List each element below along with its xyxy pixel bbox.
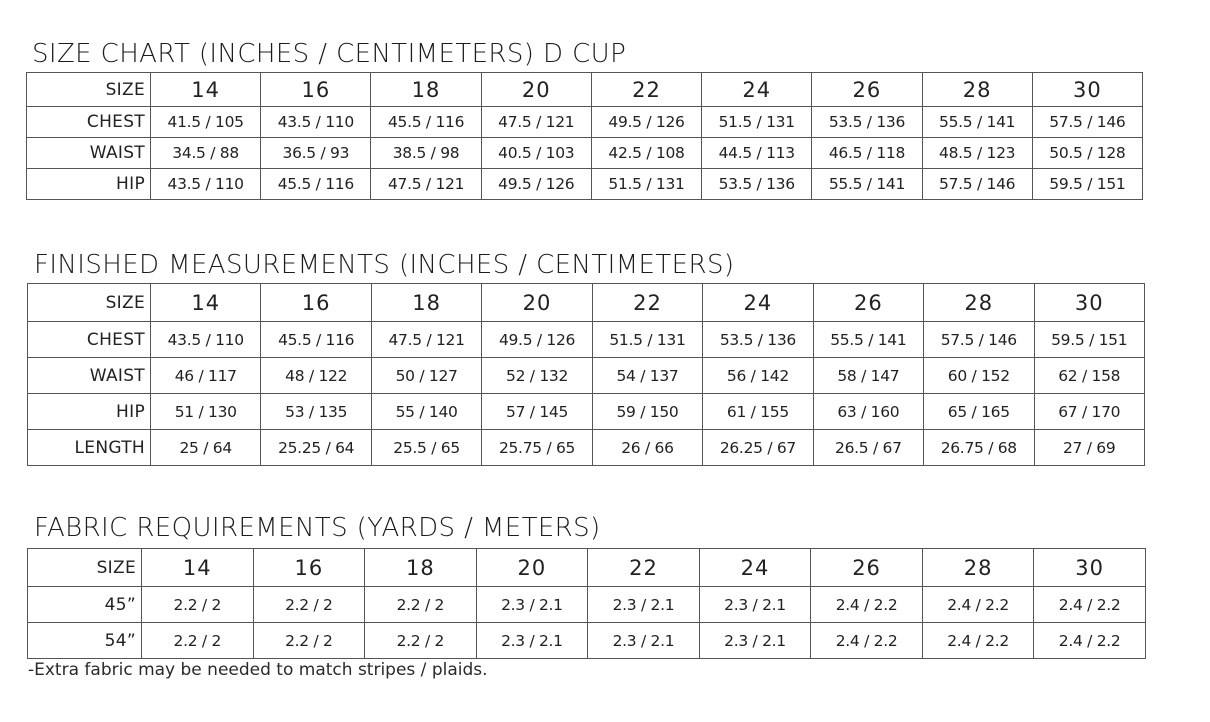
table-cell: 2.3 / 2.1 (476, 587, 588, 623)
table-cell: 56 / 142 (703, 358, 813, 394)
size-column-header: 18 (371, 73, 481, 107)
table-cell: 62 / 158 (1034, 358, 1144, 394)
table-cell: 2.2 / 2 (142, 623, 254, 659)
fabric-requirements-table (27, 548, 1146, 659)
table-cell: 25.5 / 65 (371, 430, 481, 466)
finished-measurements-title: FINISHED MEASUREMENTS (INCHES / CENTIMETERS) (34, 250, 735, 280)
table-cell: 46 / 117 (151, 358, 261, 394)
table-cell: 50 / 127 (371, 358, 481, 394)
size-header-label: SIZE (28, 549, 142, 587)
size-column-header: 16 (253, 549, 365, 587)
table-cell: 57.5 / 146 (1032, 107, 1142, 138)
size-column-header: 16 (261, 284, 371, 322)
table-cell: 2.2 / 2 (365, 587, 477, 623)
size-column-header: 14 (142, 549, 254, 587)
table-cell: 53.5 / 136 (702, 169, 812, 200)
size-header-label: SIZE (27, 73, 151, 107)
table-cell: 57.5 / 146 (924, 322, 1034, 358)
table-cell: 2.2 / 2 (253, 623, 365, 659)
size-column-header: 14 (151, 284, 261, 322)
size-chart-title: SIZE CHART (INCHES / CENTIMETERS) D CUP (32, 39, 627, 69)
table-cell: 45.5 / 116 (371, 107, 481, 138)
table-cell: 34.5 / 88 (151, 138, 261, 169)
table-row (27, 169, 1143, 200)
size-column-header: 28 (922, 73, 1032, 107)
table-cell: 57 / 145 (482, 394, 592, 430)
table-cell: 59.5 / 151 (1032, 169, 1142, 200)
table-cell: 63 / 160 (813, 394, 923, 430)
table-row (28, 358, 1145, 394)
table-cell: 53 / 135 (261, 394, 371, 430)
size-header-row (28, 284, 1145, 322)
table-cell: 2.3 / 2.1 (476, 623, 588, 659)
table-cell: 47.5 / 121 (371, 169, 481, 200)
size-column-header: 26 (813, 284, 923, 322)
table-cell: 25.75 / 65 (482, 430, 592, 466)
table-cell: 59.5 / 151 (1034, 322, 1144, 358)
table-cell: 2.4 / 2.2 (922, 623, 1034, 659)
row-label: HIP (27, 169, 151, 200)
table-cell: 43.5 / 110 (261, 107, 371, 138)
table-cell: 40.5 / 103 (481, 138, 591, 169)
table-cell: 38.5 / 98 (371, 138, 481, 169)
table-cell: 55 / 140 (371, 394, 481, 430)
size-column-header: 26 (811, 549, 923, 587)
size-column-header: 30 (1032, 73, 1142, 107)
size-chart-table (26, 72, 1143, 200)
table-cell: 2.4 / 2.2 (922, 587, 1034, 623)
table-cell: 49.5 / 126 (591, 107, 701, 138)
table-row (28, 322, 1145, 358)
size-column-header: 22 (591, 73, 701, 107)
row-label: 45” (28, 587, 142, 623)
table-cell: 36.5 / 93 (261, 138, 371, 169)
table-cell: 51 / 130 (151, 394, 261, 430)
size-column-header: 24 (703, 284, 813, 322)
size-column-header: 30 (1034, 284, 1144, 322)
size-column-header: 18 (365, 549, 477, 587)
size-column-header: 28 (922, 549, 1034, 587)
table-cell: 41.5 / 105 (151, 107, 261, 138)
table-cell: 25 / 64 (151, 430, 261, 466)
table-cell: 2.4 / 2.2 (1034, 587, 1146, 623)
table-cell: 25.25 / 64 (261, 430, 371, 466)
size-column-header: 20 (476, 549, 588, 587)
row-label: 54” (28, 623, 142, 659)
table-cell: 2.4 / 2.2 (811, 623, 923, 659)
table-cell: 48.5 / 123 (922, 138, 1032, 169)
table-cell: 55.5 / 141 (922, 107, 1032, 138)
table-cell: 2.2 / 2 (365, 623, 477, 659)
table-cell: 27 / 69 (1034, 430, 1144, 466)
table-cell: 2.3 / 2.1 (588, 587, 700, 623)
table-cell: 2.4 / 2.2 (811, 587, 923, 623)
table-cell: 51.5 / 131 (592, 322, 702, 358)
size-column-header: 14 (151, 73, 261, 107)
table-cell: 2.3 / 2.1 (699, 623, 811, 659)
size-header-label: SIZE (28, 284, 151, 322)
table-cell: 2.3 / 2.1 (588, 623, 700, 659)
table-cell: 59 / 150 (592, 394, 702, 430)
table-cell: 26.5 / 67 (813, 430, 923, 466)
table-cell: 43.5 / 110 (151, 169, 261, 200)
table-cell: 42.5 / 108 (591, 138, 701, 169)
size-column-header: 20 (481, 73, 591, 107)
table-row (27, 138, 1143, 169)
row-label: WAIST (28, 358, 151, 394)
size-header-row (28, 549, 1146, 587)
table-row (27, 107, 1143, 138)
table-cell: 26.75 / 68 (924, 430, 1034, 466)
fabric-footnote: -Extra fabric may be needed to match stripes / plaids. (28, 660, 488, 680)
size-column-header: 22 (588, 549, 700, 587)
finished-measurements-table (27, 283, 1145, 466)
table-cell: 61 / 155 (703, 394, 813, 430)
table-row (28, 394, 1145, 430)
table-cell: 55.5 / 141 (812, 169, 922, 200)
table-cell: 53.5 / 136 (703, 322, 813, 358)
table-row (28, 623, 1146, 659)
size-column-header: 30 (1034, 549, 1146, 587)
size-column-header: 24 (699, 549, 811, 587)
table-cell: 52 / 132 (482, 358, 592, 394)
row-label: WAIST (27, 138, 151, 169)
table-cell: 53.5 / 136 (812, 107, 922, 138)
table-cell: 60 / 152 (924, 358, 1034, 394)
row-label: LENGTH (28, 430, 151, 466)
table-cell: 45.5 / 116 (261, 322, 371, 358)
table-cell: 54 / 137 (592, 358, 702, 394)
row-label: HIP (28, 394, 151, 430)
table-cell: 49.5 / 126 (481, 169, 591, 200)
row-label: CHEST (27, 107, 151, 138)
table-cell: 2.2 / 2 (253, 587, 365, 623)
size-column-header: 20 (482, 284, 592, 322)
table-cell: 45.5 / 116 (261, 169, 371, 200)
size-column-header: 24 (702, 73, 812, 107)
size-column-header: 16 (261, 73, 371, 107)
table-cell: 48 / 122 (261, 358, 371, 394)
size-column-header: 26 (812, 73, 922, 107)
table-row (28, 430, 1145, 466)
table-cell: 43.5 / 110 (151, 322, 261, 358)
size-column-header: 22 (592, 284, 702, 322)
table-cell: 50.5 / 128 (1032, 138, 1142, 169)
table-cell: 2.2 / 2 (142, 587, 254, 623)
table-cell: 26 / 66 (592, 430, 702, 466)
table-cell: 47.5 / 121 (371, 322, 481, 358)
fabric-requirements-title: FABRIC REQUIREMENTS (YARDS / METERS) (34, 513, 601, 543)
table-cell: 26.25 / 67 (703, 430, 813, 466)
table-cell: 51.5 / 131 (702, 107, 812, 138)
size-header-row (27, 73, 1143, 107)
table-cell: 46.5 / 118 (812, 138, 922, 169)
row-label: CHEST (28, 322, 151, 358)
table-cell: 55.5 / 141 (813, 322, 923, 358)
table-cell: 2.3 / 2.1 (699, 587, 811, 623)
table-cell: 51.5 / 131 (591, 169, 701, 200)
table-cell: 67 / 170 (1034, 394, 1144, 430)
size-column-header: 18 (371, 284, 481, 322)
table-row (28, 587, 1146, 623)
table-cell: 47.5 / 121 (481, 107, 591, 138)
table-cell: 57.5 / 146 (922, 169, 1032, 200)
table-cell: 44.5 / 113 (702, 138, 812, 169)
table-cell: 2.4 / 2.2 (1034, 623, 1146, 659)
table-cell: 58 / 147 (813, 358, 923, 394)
size-column-header: 28 (924, 284, 1034, 322)
table-cell: 65 / 165 (924, 394, 1034, 430)
table-cell: 49.5 / 126 (482, 322, 592, 358)
